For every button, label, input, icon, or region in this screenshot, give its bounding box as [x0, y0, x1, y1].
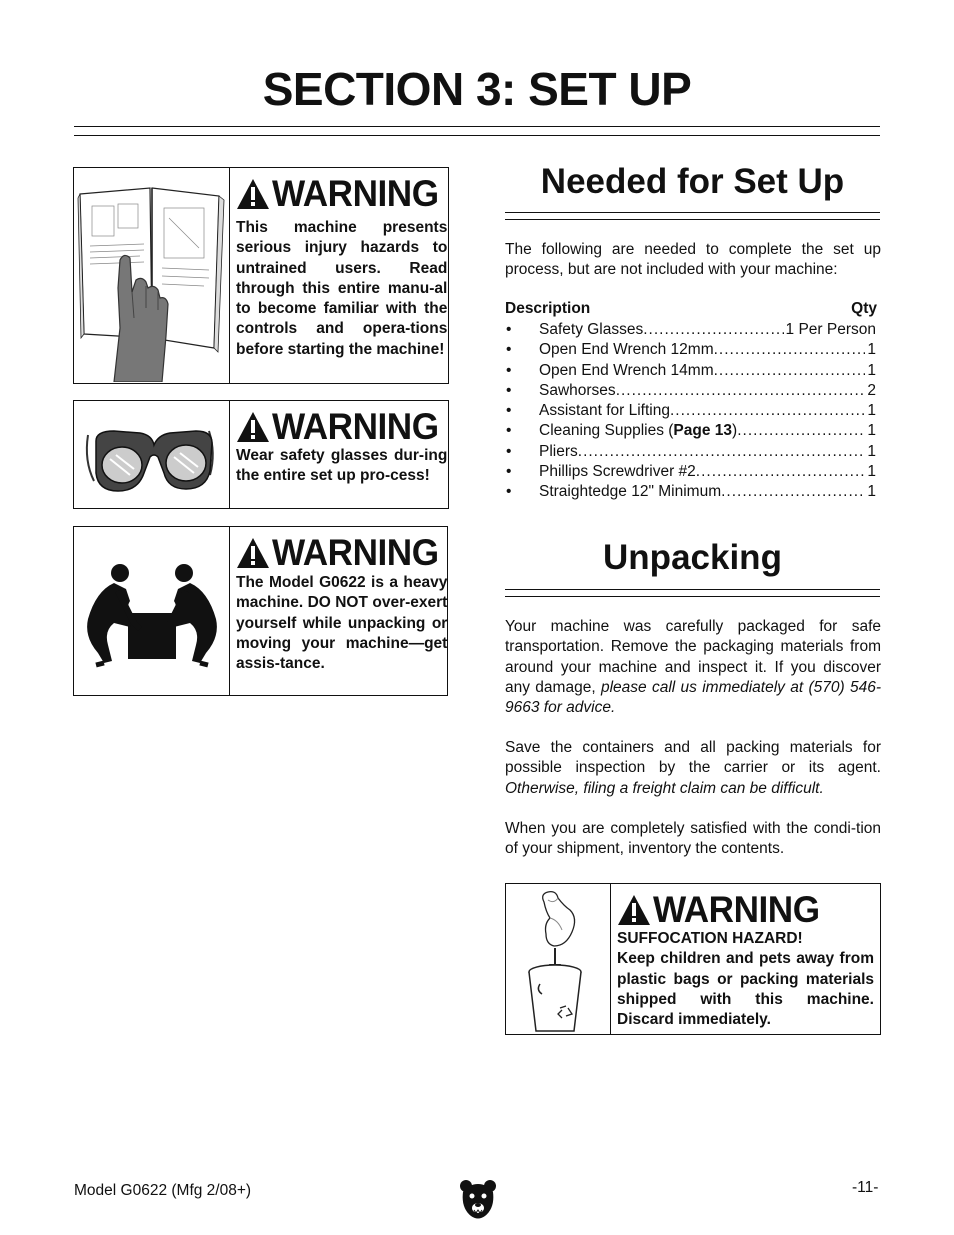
warning-header	[236, 529, 447, 577]
item-qty: 2	[867, 381, 876, 399]
warning-triangle-icon	[617, 894, 651, 926]
list-item	[505, 421, 876, 441]
unpacking-rule	[505, 589, 880, 597]
item-qty: 1	[867, 341, 876, 359]
needed-rule	[505, 212, 880, 220]
bullet: •	[506, 402, 512, 420]
warning-title: SUFFOCATION HAZARD!	[617, 930, 803, 947]
warning-word: WARNING	[272, 406, 439, 447]
bear-logo-icon	[459, 1178, 497, 1220]
col-qty: Qty	[851, 300, 877, 317]
footer-page-number: -11-	[852, 1179, 879, 1196]
item-qty: 1	[867, 402, 876, 420]
list-item	[505, 482, 876, 502]
item-qty: 1	[867, 483, 876, 501]
list-item	[505, 340, 876, 360]
needed-list	[505, 320, 876, 503]
warning-text: The Model G0622 is a heavy machine. DO NOT over-exert yourself while unpacking or moving your machine—get assis-tance.	[236, 574, 448, 673]
section-title: SECTION 3: SET UP	[262, 63, 692, 115]
list-item	[505, 462, 876, 482]
needed-heading: Needed for Set Up	[540, 162, 845, 201]
title-rule	[74, 126, 880, 136]
list-item	[505, 442, 876, 462]
bullet: •	[506, 341, 512, 359]
unpacking-paragraph-2: Save the containers and all packing materials for possible inspection by the carrier or its agent. Otherwise, filing a freight claim can be difficult.	[505, 739, 881, 797]
two-person-lift-icon	[74, 527, 230, 695]
bullet: •	[506, 442, 512, 460]
warning-word: WARNING	[653, 889, 820, 930]
needed-list-header	[505, 300, 877, 318]
bullet: •	[506, 381, 512, 399]
item-name: Pliers	[539, 442, 578, 460]
list-item	[505, 381, 876, 401]
item-name: Open End Wrench 14mm	[539, 361, 714, 379]
warning-triangle-icon	[236, 411, 270, 443]
item-name: Straightedge 12" Minimum	[539, 483, 722, 501]
bullet: •	[506, 463, 512, 481]
item-qty: 1	[867, 361, 876, 379]
item-name: Phillips Screwdriver #2	[539, 463, 696, 481]
warning-triangle-icon	[236, 178, 270, 210]
warning-triangle-icon	[236, 537, 270, 569]
warning-header	[236, 170, 447, 218]
item-name: Cleaning Supplies (Page 13)	[539, 422, 738, 440]
list-item	[505, 401, 876, 421]
bullet: •	[506, 483, 512, 501]
warning-text: Wear safety glasses dur-ing the entire set up pro-cess!	[236, 447, 448, 485]
needed-intro: The following are needed to complete the set up process, but are not included with your machine:	[505, 241, 881, 279]
list-item	[505, 361, 876, 381]
footer-model: Model G0622 (Mfg 2/08+)	[74, 1182, 252, 1199]
unpacking-heading: Unpacking	[603, 538, 782, 577]
warning-box-suffocation	[505, 883, 881, 1035]
item-name: Open End Wrench 12mm	[539, 341, 714, 359]
warning-box-heavy	[73, 526, 448, 696]
warning-text: Keep children and pets away from plastic bags or packing materials shipped with this machine. Discard immediately.	[617, 950, 874, 1029]
bullet: •	[506, 321, 512, 338]
item-name: Safety Glasses	[539, 321, 644, 338]
item-name: Assistant for Lifting	[539, 402, 670, 420]
warning-header	[236, 403, 447, 451]
warning-box-manual	[73, 167, 449, 384]
col-description: Description	[505, 300, 591, 317]
bullet: •	[506, 422, 512, 440]
item-name: Sawhorses	[539, 381, 616, 399]
plastic-bag-trash-icon	[506, 884, 611, 1034]
warning-header	[617, 886, 874, 934]
item-qty: 1	[867, 463, 876, 481]
bullet: •	[506, 361, 512, 379]
unpacking-paragraph-3: When you are completely satisfied with the condi-tion of your shipment, inventory the contents.	[505, 820, 881, 858]
item-qty: 1 Per Person	[785, 321, 876, 338]
page-reference: Page 13	[673, 422, 733, 440]
safety-glasses-icon	[74, 401, 230, 508]
warning-text: This machine presents serious injury hazards to untrained users. Read through this entire manu-al to become familiar with the controls and opera-tions before starting the machine!	[236, 219, 448, 358]
item-qty: 1	[867, 422, 876, 440]
warning-word: WARNING	[272, 173, 439, 214]
unpacking-paragraph-1: Your machine was carefully packaged for safe transportation. Remove the packaging materials from around your machine and inspect it. If you discover any damage, please call us immediately at (570) 546-9663 for advice.	[505, 618, 881, 717]
warning-box-glasses	[73, 400, 449, 509]
warning-word: WARNING	[272, 532, 439, 573]
list-item	[505, 320, 876, 340]
manual-reading-icon	[74, 168, 230, 383]
item-qty: 1	[867, 442, 876, 460]
